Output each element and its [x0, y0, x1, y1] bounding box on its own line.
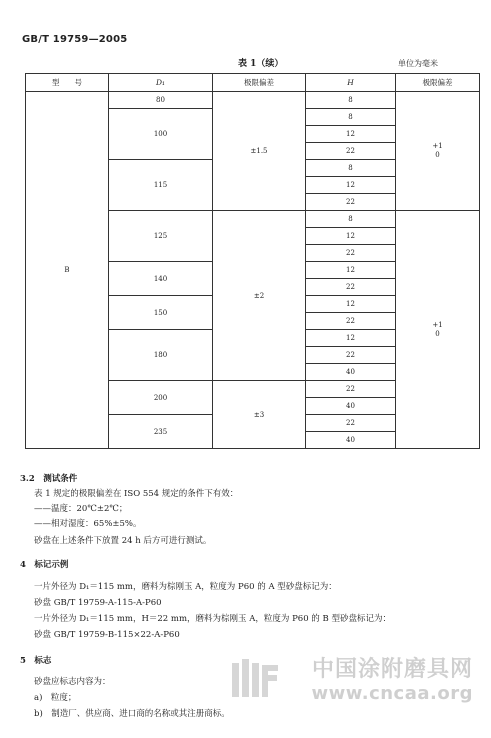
section-5-line: 砂盘应标志内容为： — [34, 677, 111, 687]
col-type: 型 号 — [26, 74, 109, 92]
h-cell: 22 — [306, 313, 396, 330]
d-cell: 80 — [109, 92, 213, 109]
h-cell: 22 — [306, 347, 396, 364]
h-cell: 8 — [306, 211, 396, 228]
d-cell: 235 — [109, 415, 213, 449]
d-cell: 100 — [109, 109, 213, 160]
section-4-heading: 4 标记示例 — [20, 560, 69, 570]
h-cell: 12 — [306, 126, 396, 143]
h-tolerance-cell: +1 0 — [396, 92, 480, 211]
section-3-2-line: 砂盘在上述条件下放置 24 h 后方可进行测试。 — [34, 536, 212, 546]
section-5-line: a) 粒度； — [34, 693, 77, 703]
d-tolerance-cell: ±1.5 — [213, 92, 306, 211]
watermark — [312, 652, 474, 704]
h-cell: 12 — [306, 228, 396, 245]
dimension-table — [25, 73, 480, 449]
section-3-2-line: 表 1 规定的极限偏差在 ISO 554 规定的条件下有效： — [34, 489, 239, 499]
h-cell: 22 — [306, 143, 396, 160]
h-cell: 12 — [306, 262, 396, 279]
section-3-2-heading: 3.2 测试条件 — [20, 474, 78, 484]
watermark-title: 中国涂附磨具网 — [311, 657, 473, 682]
col-d-tolerance: 极限偏差 — [213, 74, 306, 92]
table-caption: 表 1（续） — [238, 59, 284, 69]
h-cell: 8 — [306, 160, 396, 177]
h-cell: 8 — [306, 109, 396, 126]
watermark-logo-icon — [230, 657, 282, 701]
section-4-line: 一片外径为 D₁＝115 mm，H＝22 mm，磨料为棕刚玉 A，粒度为 P60 的 B 型砂盘标记为： — [34, 614, 391, 624]
section-5-heading: 5 标志 — [20, 656, 52, 666]
h-cell: 22 — [306, 381, 396, 398]
table-header-row — [26, 74, 480, 92]
h-cell: 22 — [306, 245, 396, 262]
unit-note: 单位为毫米 — [398, 59, 438, 68]
section-3-2-line: ——温度：20℃±2℃； — [34, 504, 128, 514]
col-d1: D₁ — [109, 74, 213, 92]
d-tolerance-cell: ±3 — [213, 381, 306, 449]
watermark-url: www.cncaa.org — [311, 683, 473, 704]
col-h: H — [306, 74, 396, 92]
h-cell: 22 — [306, 279, 396, 296]
section-4-line: 一片外径为 D₁＝115 mm，磨料为棕刚玉 A，粒度为 P60 的 A 型砂盘标记为： — [34, 582, 337, 592]
d-cell: 150 — [109, 296, 213, 330]
table-body — [26, 92, 480, 449]
standard-header: GB/T 19759—2005 — [22, 34, 128, 45]
d-tolerance-cell: ±2 — [213, 211, 306, 381]
type-cell: B — [26, 92, 109, 449]
h-tolerance-cell: +1 0 — [396, 211, 480, 449]
d-cell: 140 — [109, 262, 213, 296]
h-cell: 40 — [306, 364, 396, 381]
section-4-line: 砂盘 GB/T 19759-A-115-A-P60 — [34, 598, 162, 608]
d-cell: 180 — [109, 330, 213, 381]
h-cell: 40 — [306, 398, 396, 415]
d-cell: 115 — [109, 160, 213, 211]
h-cell: 12 — [306, 330, 396, 347]
h-cell: 22 — [306, 194, 396, 211]
section-4-line: 砂盘 GB/T 19759-B-115×22-A-P60 — [34, 630, 180, 640]
d-cell: 125 — [109, 211, 213, 262]
h-cell: 40 — [306, 432, 396, 449]
h-cell: 8 — [306, 92, 396, 109]
section-3-2-line: ——相对湿度：65%±5%。 — [34, 519, 142, 529]
h-cell: 12 — [306, 296, 396, 313]
col-h-tolerance: 极限偏差 — [396, 74, 480, 92]
h-cell: 12 — [306, 177, 396, 194]
section-5-line: b) 制造厂、供应商、进口商的名称或其注册商标。 — [34, 709, 230, 719]
h-cell: 22 — [306, 415, 396, 432]
d-cell: 200 — [109, 381, 213, 415]
